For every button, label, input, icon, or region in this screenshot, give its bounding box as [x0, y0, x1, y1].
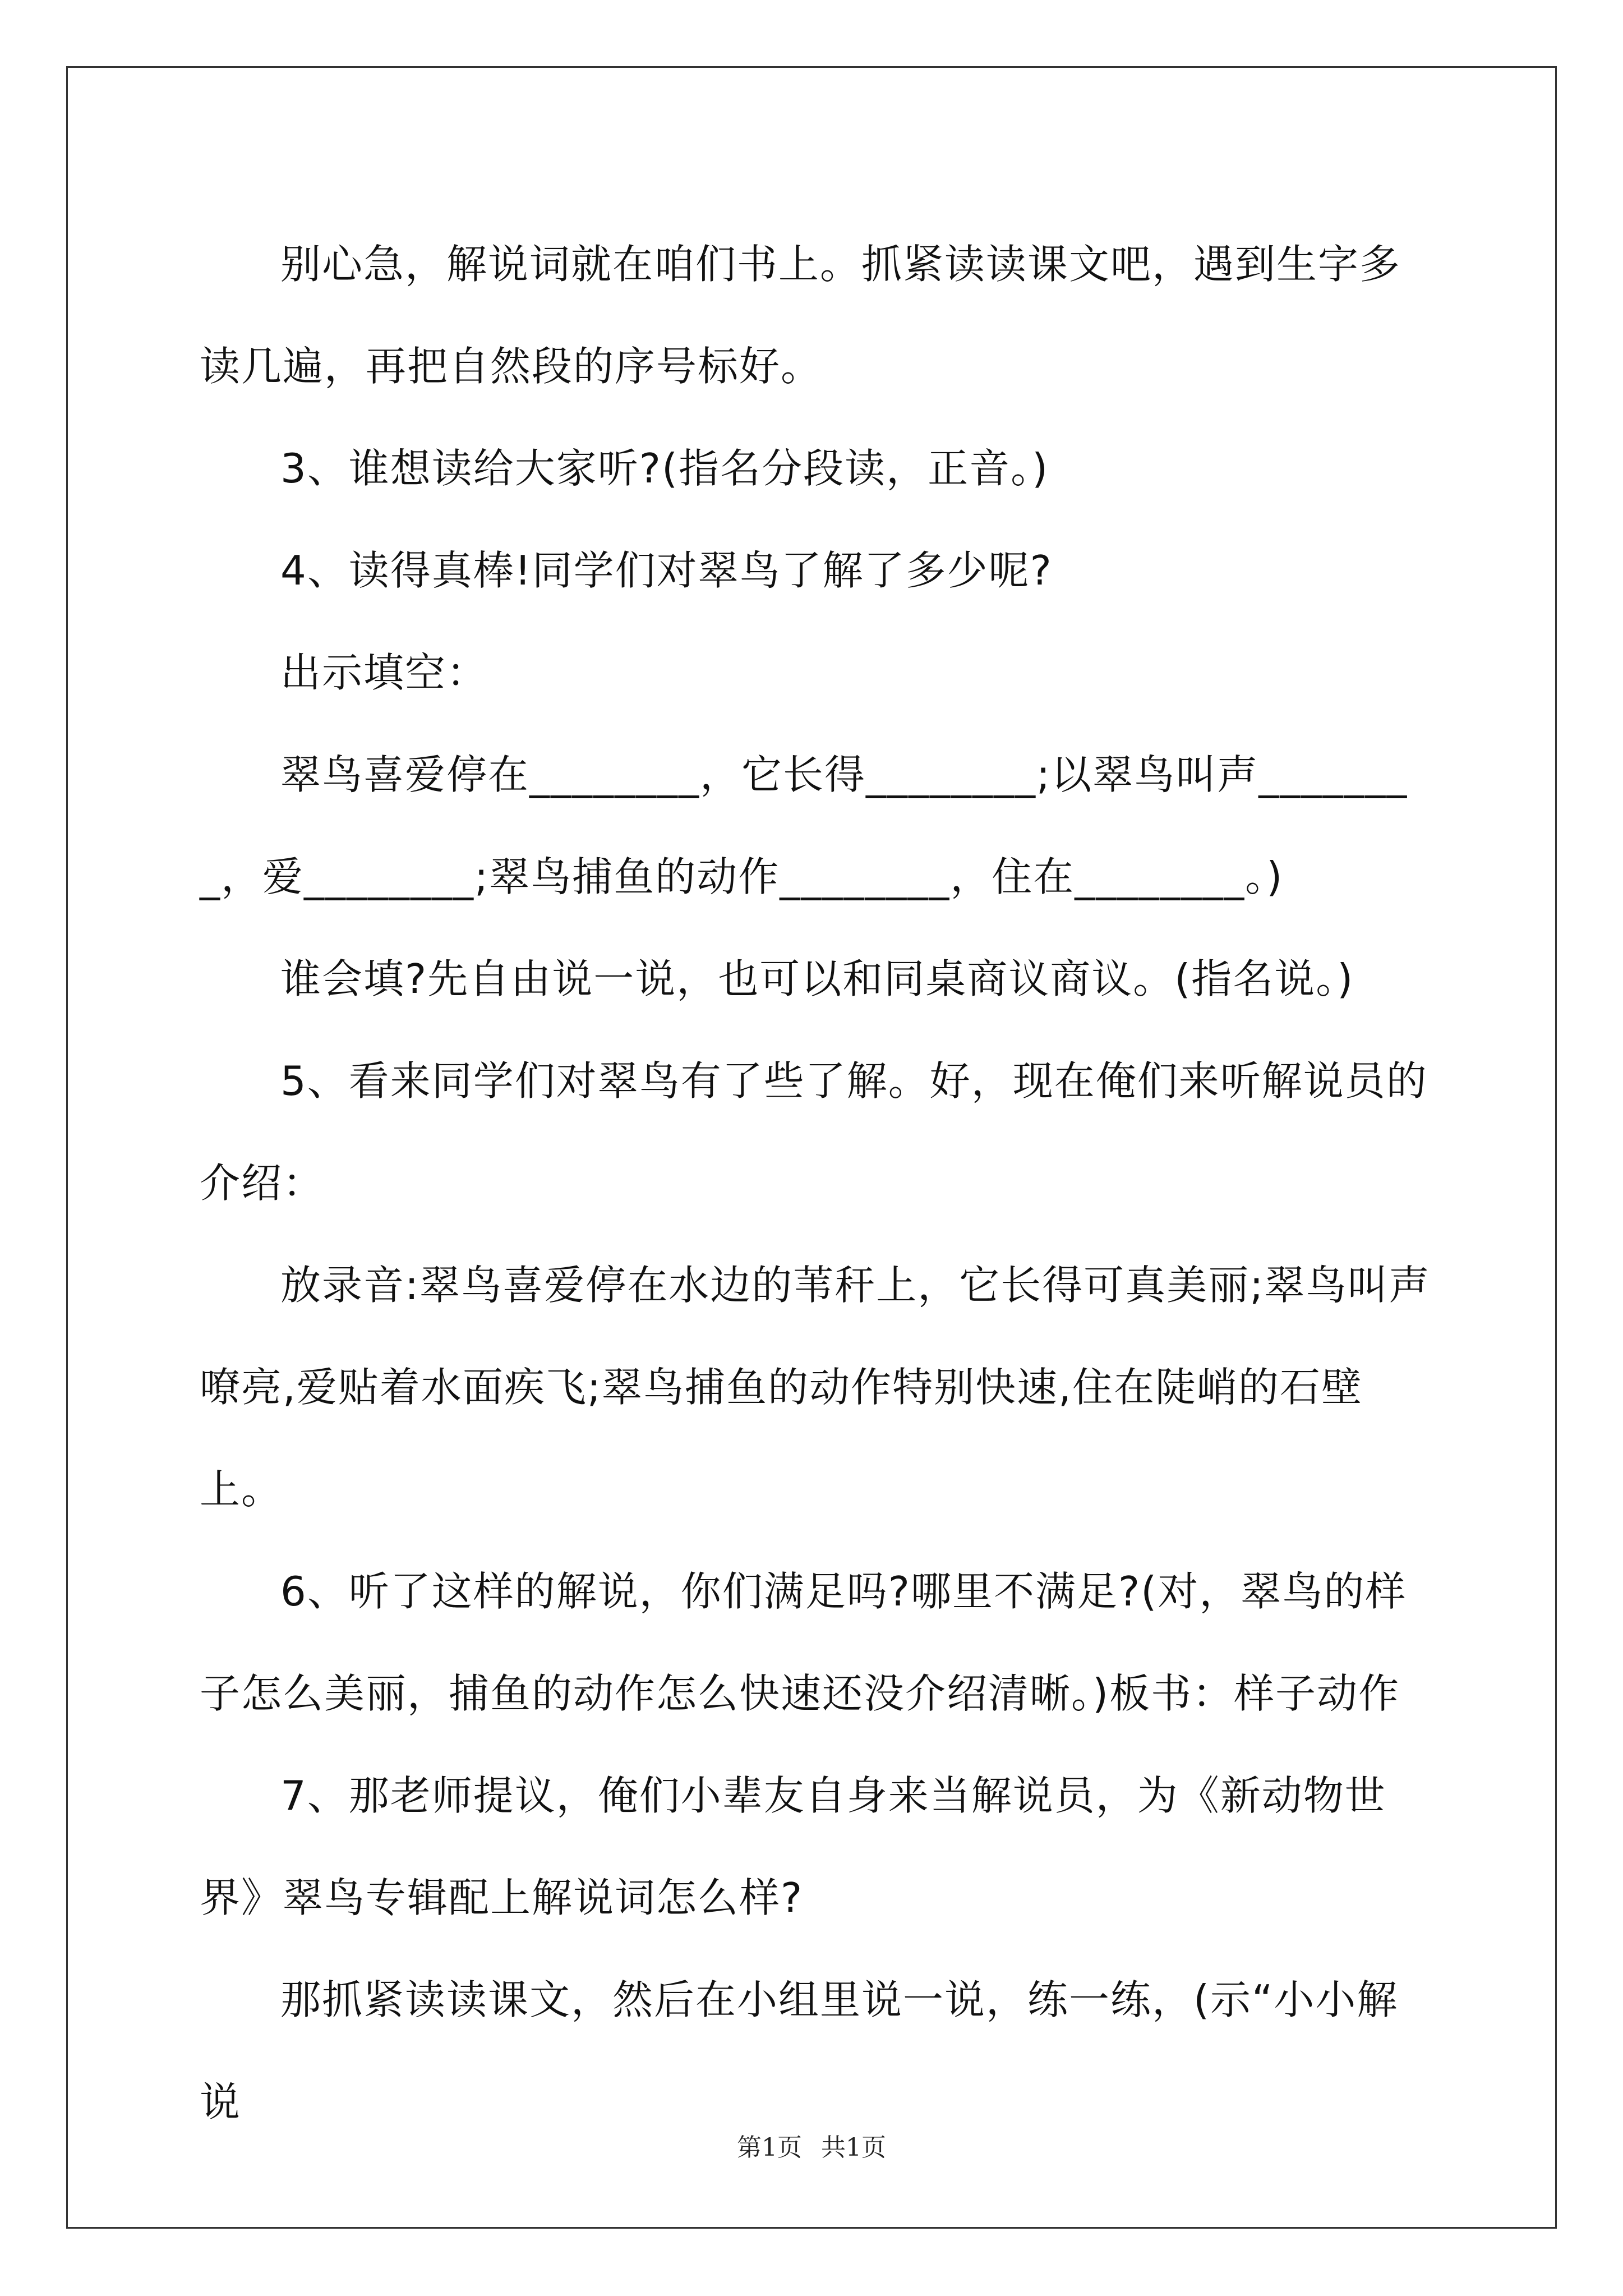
page-total: 共1页 — [821, 2133, 886, 2162]
paragraph: 5、看来同学们对翠鸟有了些了解。好，现在俺们来听解说员的介绍： — [200, 1057, 1428, 1207]
page-footer — [0, 2127, 1623, 2163]
paragraph: 4、读得真棒!同学们对翠鸟了解了多少呢? — [280, 547, 1053, 594]
paragraph: 6、听了这样的解说，你们满足吗?哪里不满足?(对，翠鸟的样子怎么美丽，捕鱼的动作怎么快速还没介绍清晰。)板书：样子动作 — [200, 1568, 1407, 1717]
paragraph: 3、谁想读给大家听?(指名分段读，正音。) — [280, 445, 1049, 492]
paragraph: 谁会填?先自由说一说，也可以和同桌商议商议。(指名说。) — [280, 955, 1354, 1002]
paragraph: 出示填空： — [280, 649, 488, 696]
document-body — [200, 213, 1433, 2153]
paragraph: 别心急，解说词就在咱们书上。抓紧读读课文吧，遇到生字多读几遍，再把自然段的序号标好。 — [200, 241, 1401, 390]
paragraph: 放录音:翠鸟喜爱停在水边的苇秆上，它长得可真美丽;翠鸟叫声嘹亮,爱贴着水面疾飞;翠鸟捕鱼的动作特别快速,住在陡峭的石壁上。 — [200, 1262, 1431, 1513]
paragraph: 7、那老师提议，俺们小辈友自身来当解说员，为《新动物世界》翠鸟专辑配上解说词怎么样? — [200, 1772, 1386, 1921]
paragraph: 翠鸟喜爱停在________，它长得________;以翠鸟叫声________，爱________;翠鸟捕鱼的动作________，住在________。) — [200, 751, 1408, 900]
paragraph: 那抓紧读读课文，然后在小组里说一说，练一练，(示“小小解说 — [200, 1976, 1399, 2125]
page-number: 第1页 — [737, 2133, 802, 2162]
